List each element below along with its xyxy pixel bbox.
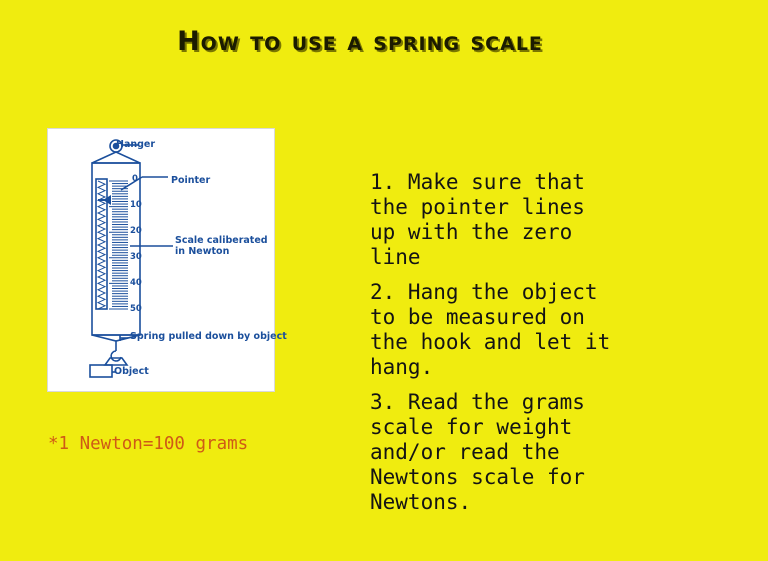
tick-label-50: 50	[130, 304, 142, 314]
tick-label-40: 40	[130, 278, 142, 288]
object-label: Object	[114, 366, 149, 377]
tick-label-30: 30	[130, 252, 142, 262]
page-title: How to use a spring scale	[177, 26, 543, 57]
conversion-note: *1 Newton=100 grams	[48, 434, 249, 454]
tick-label-20: 20	[130, 226, 142, 236]
scale-cap	[92, 152, 140, 163]
hanger-label: Hanger	[116, 139, 156, 150]
instruction-list	[370, 170, 765, 525]
step-1: 1. Make sure that the pointer lines up with the zero line	[370, 170, 585, 269]
object-box	[90, 365, 112, 377]
step-2: 2. Hang the object to be measured on the hook and let it hang.	[370, 280, 611, 379]
scale-label: Scale caliberated in Newton	[175, 235, 268, 257]
step-3: 3. Read the grams scale for weight and/or read the Newtons scale for Newtons.	[370, 390, 585, 514]
tick-label-0: 0	[132, 174, 138, 184]
hook	[111, 351, 121, 361]
spring-label: Spring pulled down by object	[130, 331, 287, 342]
spring-scale-drawing	[48, 129, 274, 391]
spring-scale-diagram	[47, 128, 287, 392]
pointer-label: Pointer	[171, 175, 211, 186]
tick-label-10: 10	[130, 200, 142, 210]
tick-marks	[109, 181, 128, 309]
